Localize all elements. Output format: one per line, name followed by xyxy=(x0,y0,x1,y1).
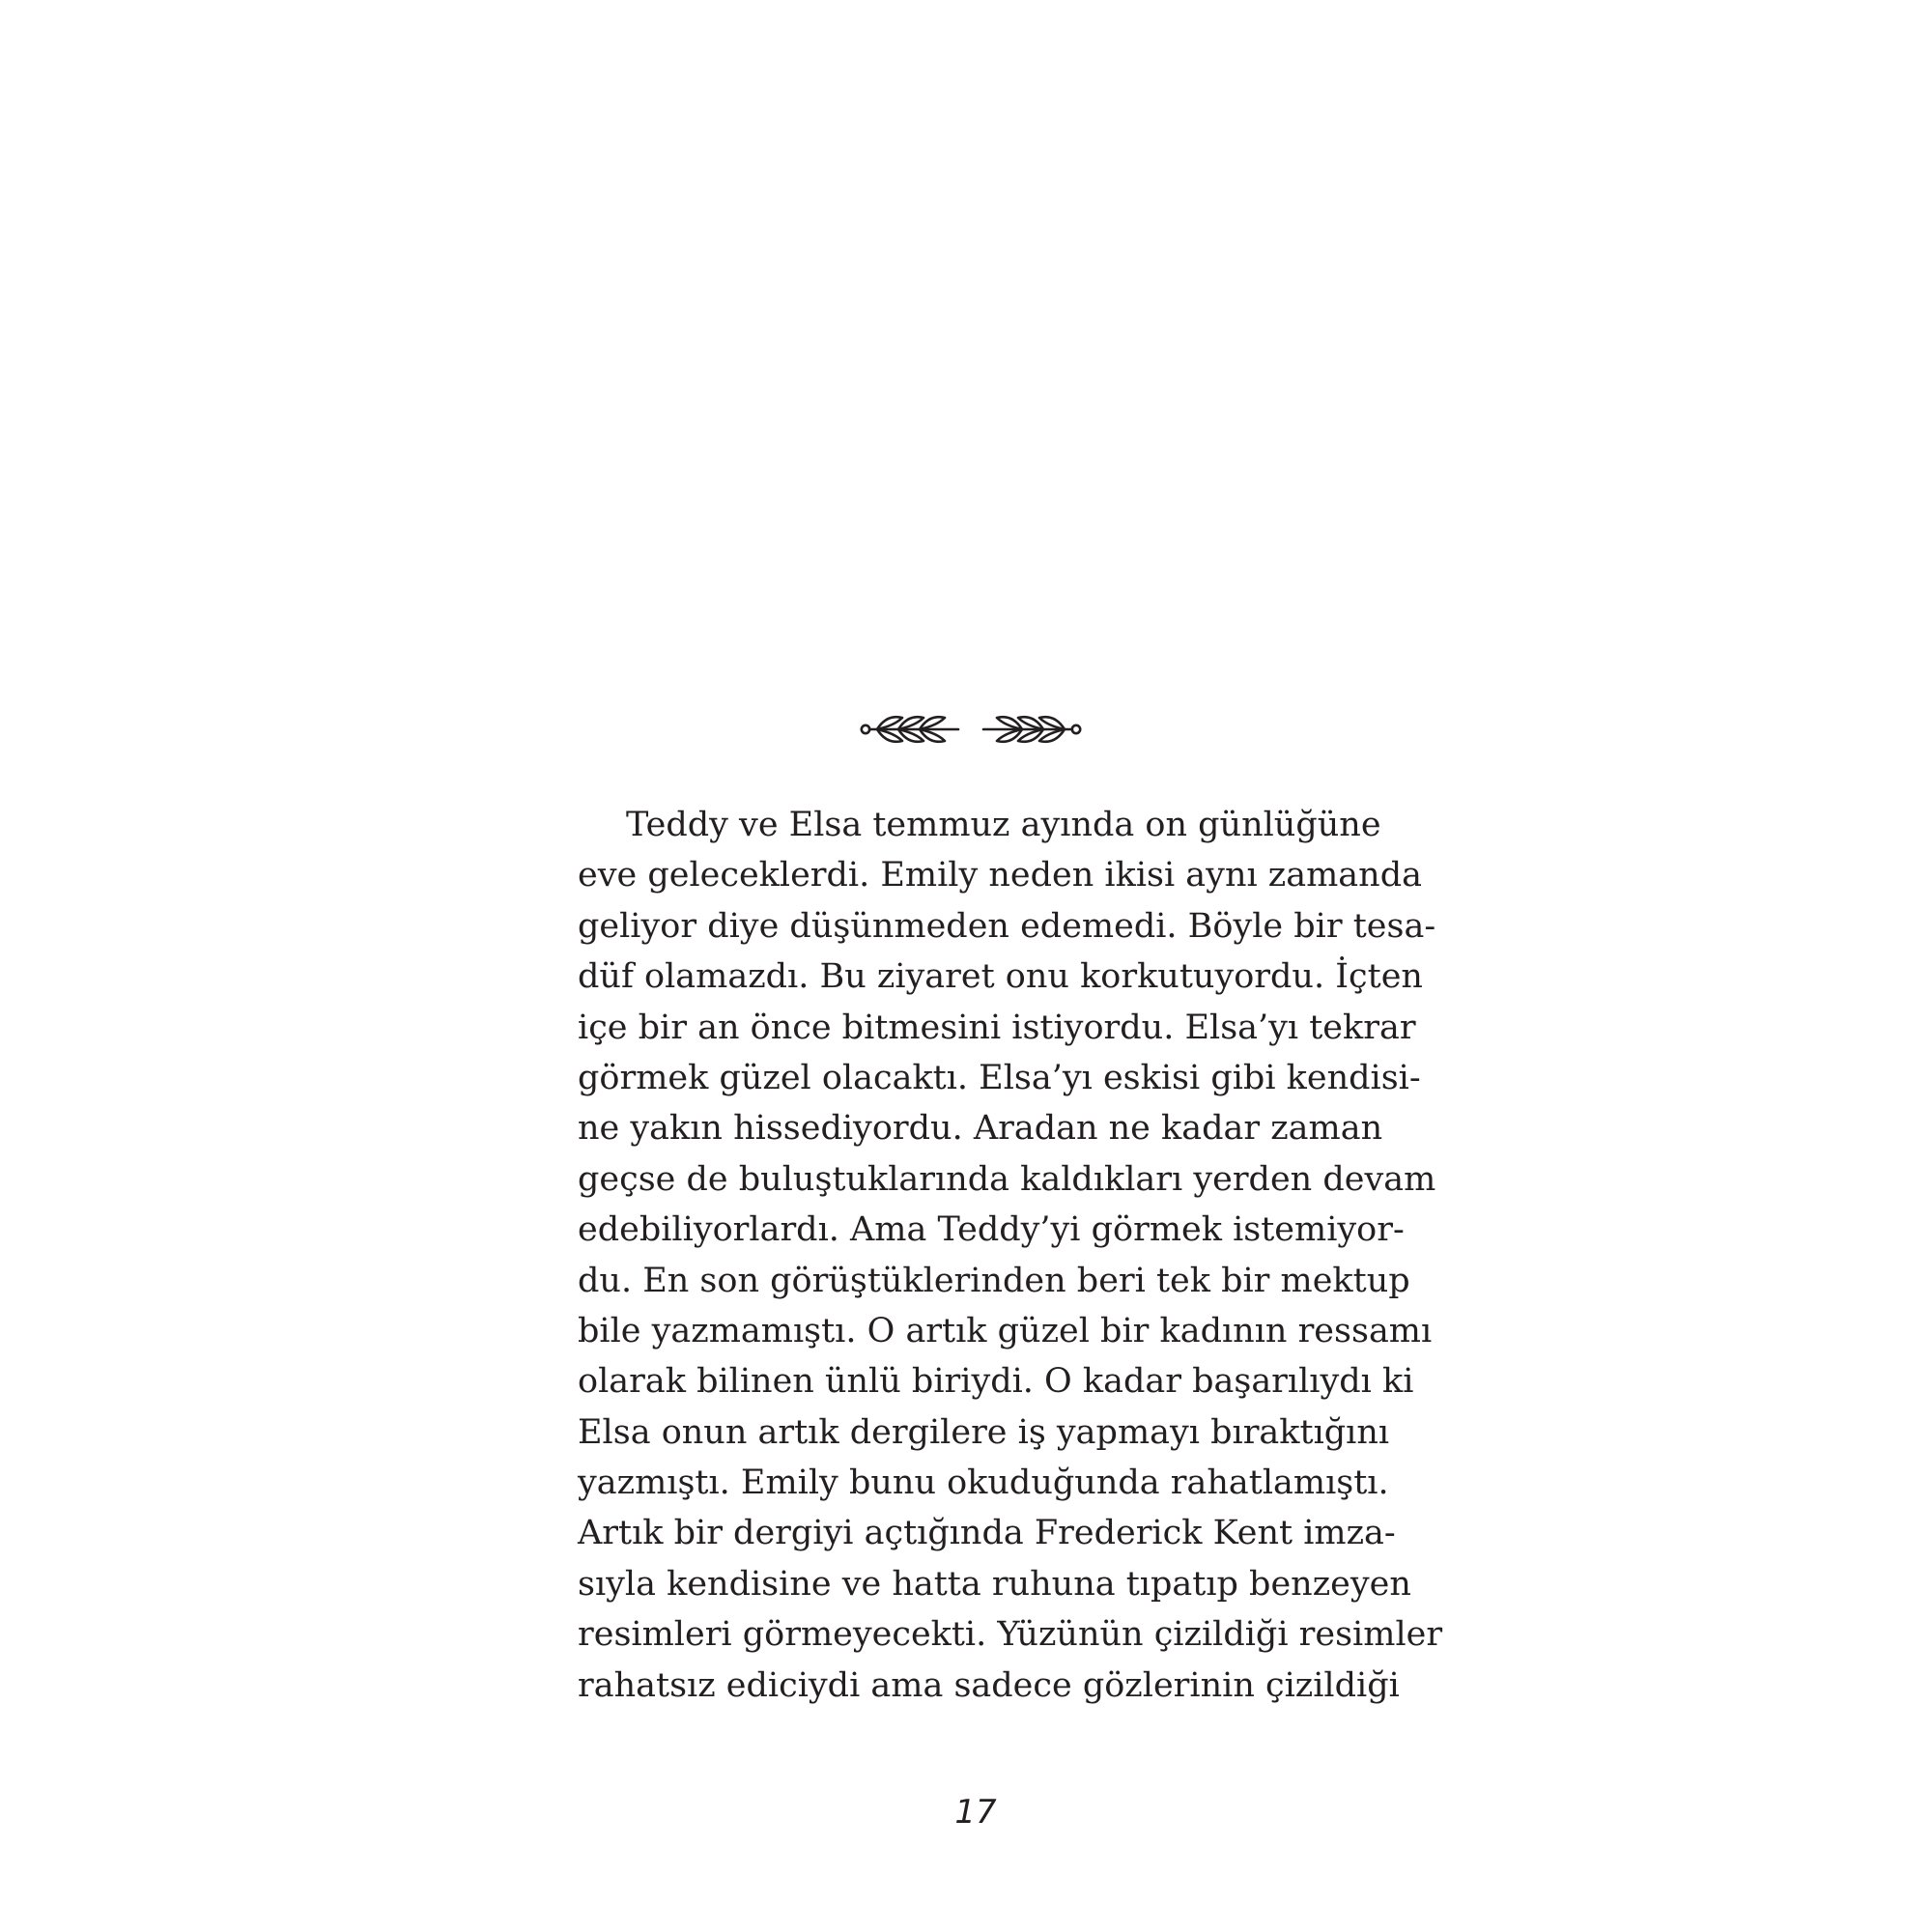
text-line: resimleri görmeyecekti. Yüzünün çizildiği resimler xyxy=(578,1615,1443,1655)
text-line: olarak bilinen ünlü biriydi. O kadar başarılıydı ki xyxy=(578,1362,1414,1402)
text-line: içe bir an önce bitmesini istiyordu. Elsa’yı tekrar xyxy=(578,1008,1416,1047)
text-line: Artık bir dergiyi açtığında Frederick Kent imza- xyxy=(578,1514,1396,1553)
text-line: eve geleceklerdi. Emily neden ikisi aynı zamanda xyxy=(578,856,1422,895)
text-line: geliyor diye düşünmeden edemedi. Böyle bir tesa- xyxy=(578,906,1436,946)
text-line: Elsa onun artık dergilere iş yapmayı bıraktığını xyxy=(578,1412,1390,1452)
text-line: sıyla kendisine ve hatta ruhuna tıpatıp benzeyen xyxy=(578,1564,1411,1604)
page-number: 17 xyxy=(954,1793,997,1832)
text-line: edebiliyorlardı. Ama Teddy’yi görmek istemiyor- xyxy=(578,1210,1405,1250)
text-line: rahatsız ediciydi ama sadece gözlerinin çizildiği xyxy=(578,1665,1400,1705)
text-line: du. En son görüştüklerinden beri tek bir mektup xyxy=(578,1261,1410,1300)
text-line: yazmıştı. Emily bunu okuduğunda rahatlamıştı. xyxy=(578,1463,1389,1503)
text-line: geçse de buluştuklarında kaldıkları yerden devam xyxy=(578,1159,1436,1199)
text-line: görmek güzel olacaktı. Elsa’yı eskisi gibi kendisi- xyxy=(578,1058,1421,1097)
text-line: ne yakın hissediyordu. Aradan ne kadar zaman xyxy=(578,1109,1383,1149)
text-line: bile yazmamıştı. O artık güzel bir kadının ressamı xyxy=(578,1311,1433,1350)
text-line: düf olamazdı. Bu ziyaret onu korkutuyordu. İçten xyxy=(578,957,1423,997)
body-paragraph xyxy=(578,800,1443,1711)
text-line: Teddy ve Elsa temmuz ayında on günlüğüne xyxy=(626,806,1381,844)
laurel-divider-icon xyxy=(858,710,1084,753)
